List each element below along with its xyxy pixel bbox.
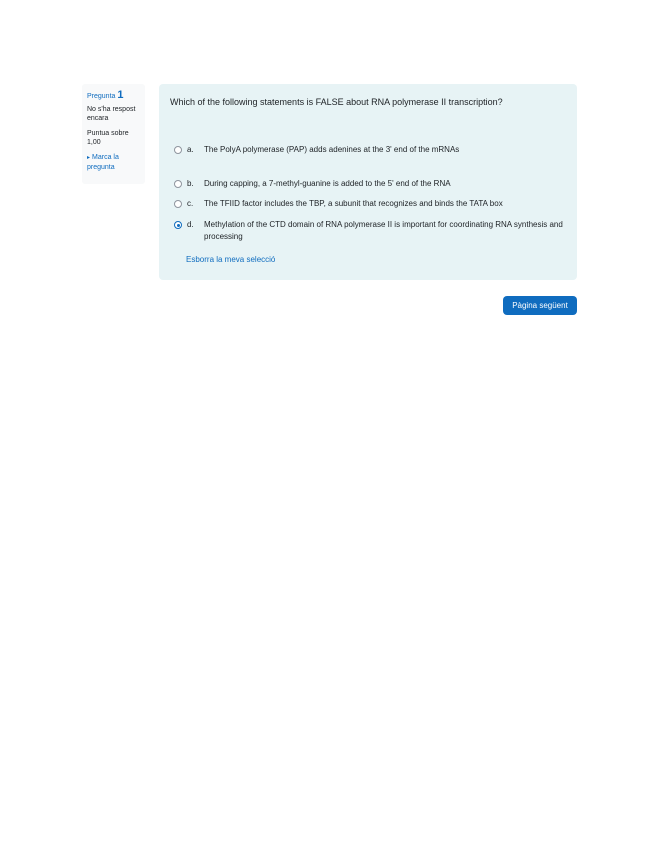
answer-text: The TFIID factor includes the TBP, a subunit that recognizes and binds the TATA box [204,199,503,208]
question-grade: Puntua sobre 1,00 [87,130,129,146]
answer-text: Methylation of the CTD domain of RNA polymerase II is important for coordinating RNA synthesis and processing [204,220,563,241]
question-info-panel [82,84,145,184]
question-number-value: 1 [117,89,124,101]
answer-letter: c. [187,199,194,208]
answer-option-d[interactable] [174,219,564,243]
answer-radio-c[interactable] [174,200,182,208]
flag-question-link[interactable] [87,153,140,172]
answer-radio-a[interactable] [174,146,182,154]
answer-option-c[interactable] [174,198,564,210]
question-state: No s'ha respost encara [87,106,136,122]
answer-letter: b. [187,179,194,188]
question-number [87,91,140,101]
flag-question-label: Marca la pregunta [87,154,119,171]
question-content [159,84,577,280]
next-page-button[interactable]: Pàgina següent [503,296,577,315]
answer-option-a[interactable] [174,144,564,156]
answer-option-b[interactable] [174,178,564,190]
flag-icon: ▸ [87,155,91,161]
answer-letter: a. [187,145,194,154]
question-text: Which of the following statements is FALSE about RNA polymerase II transcription? [170,97,503,107]
answer-text: The PolyA polymerase (PAP) adds adenines at the 3' end of the mRNAs [204,145,460,154]
answer-letter: d. [187,220,194,229]
clear-selection-link[interactable]: Esborra la meva selecció [186,255,276,264]
answer-radio-b[interactable] [174,180,182,188]
answer-text: During capping, a 7-methyl-guanine is added to the 5' end of the RNA [204,179,451,188]
answer-radio-d[interactable] [174,221,182,229]
question-label: Pregunta [87,93,116,100]
